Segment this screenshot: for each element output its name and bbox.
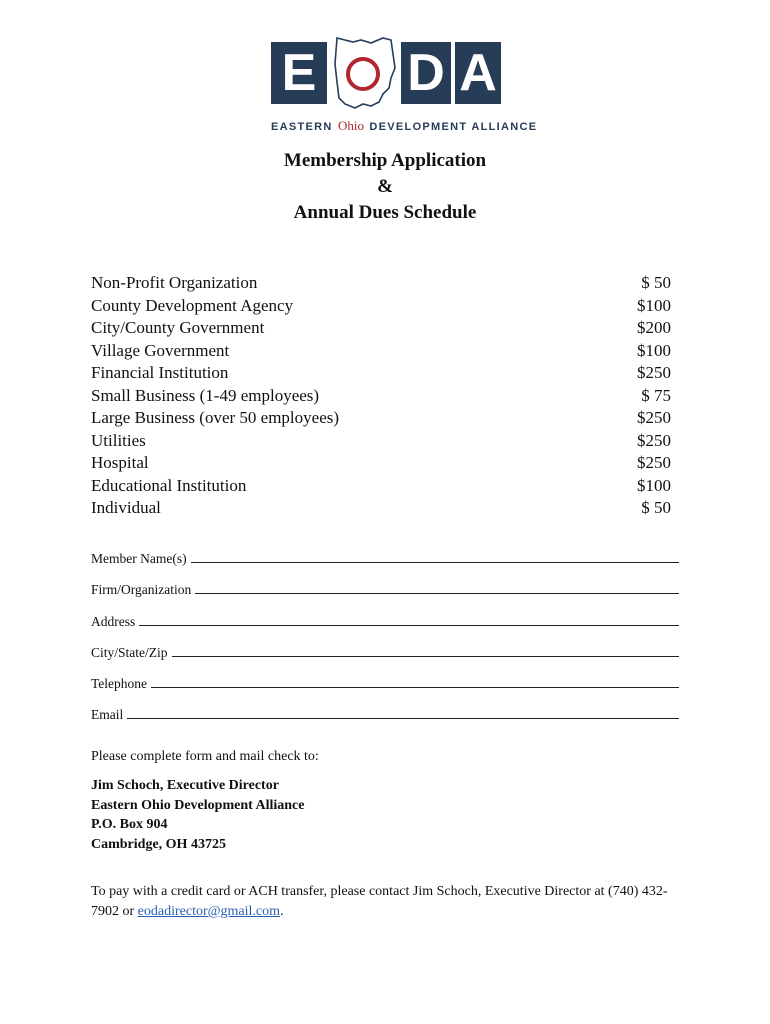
dues-amount: $250 <box>637 453 671 472</box>
dues-label: Large Business (over 50 employees) <box>91 408 340 427</box>
mail-instructions: Please complete form and mail check to: <box>91 749 319 764</box>
tagline-eastern: EASTERN <box>271 121 333 133</box>
telephone-field <box>91 661 679 692</box>
director-email-link[interactable]: eodadirector@gmail.com <box>137 904 281 919</box>
telephone-label: Telephone <box>91 675 148 691</box>
telephone-input[interactable] <box>151 686 679 688</box>
dues-row <box>91 340 671 363</box>
dues-row <box>91 497 671 520</box>
dues-amount: $250 <box>637 363 671 382</box>
payment-text: To pay with a credit card or ACH transfer, please contact Jim Schoch, Executive Director at (740) 432-7902 or <box>91 884 668 919</box>
dues-label: Utilities <box>91 430 146 450</box>
address-field <box>91 598 679 629</box>
address-line-4: Cambridge, OH 43725 <box>91 836 226 852</box>
address-label: Address <box>91 613 136 629</box>
member-name-input[interactable] <box>191 561 679 563</box>
dues-row <box>91 272 671 295</box>
dues-row <box>91 385 671 408</box>
ohio-state-outline-icon <box>331 34 399 110</box>
dues-amount: $100 <box>637 475 671 495</box>
email-label: Email <box>91 707 124 723</box>
mailing-address <box>91 776 305 854</box>
eoda-logo <box>271 34 538 134</box>
logo-letter-a: A <box>455 42 501 104</box>
dues-label: Hospital <box>91 453 149 472</box>
dues-amount: $200 <box>637 318 671 337</box>
logo-tagline <box>271 118 538 134</box>
member-name-field <box>91 536 679 567</box>
dues-row <box>91 430 671 453</box>
title-line-3: Annual Dues Schedule <box>293 202 477 223</box>
address-input[interactable] <box>139 624 679 626</box>
dues-row <box>91 295 671 318</box>
title-line-1: Membership Application <box>283 150 487 171</box>
member-name-label: Member Name(s) <box>91 551 187 567</box>
firm-organization-field <box>91 567 679 598</box>
dues-label: Financial Institution <box>91 363 229 382</box>
dues-amount: $250 <box>637 408 671 427</box>
city-state-zip-label: City/State/Zip <box>91 644 168 660</box>
tagline-development-alliance: DEVELOPMENT ALLIANCE <box>369 121 538 133</box>
dues-amount: $ 75 <box>641 385 671 405</box>
address-line-3: P.O. Box 904 <box>91 817 168 833</box>
dues-label: Individual <box>91 498 161 517</box>
dues-amount: $ 50 <box>641 498 671 517</box>
page-title <box>0 148 770 226</box>
logo-letter-e: E <box>271 42 327 104</box>
dues-label: Non-Profit Organization <box>91 273 258 292</box>
dues-row <box>91 362 671 385</box>
dues-schedule <box>91 272 671 520</box>
firm-organization-input[interactable] <box>195 592 679 594</box>
address-line-1: Jim Schoch, Executive Director <box>91 778 279 793</box>
dues-label: Small Business (1-49 employees) <box>91 385 320 405</box>
dues-row <box>91 452 671 475</box>
dues-row <box>91 475 671 498</box>
firm-organization-label: Firm/Organization <box>91 582 192 598</box>
dues-amount: $100 <box>637 295 671 315</box>
dues-row <box>91 407 671 430</box>
dues-amount: $250 <box>637 430 671 450</box>
logo-letter-d: D <box>401 42 451 104</box>
payment-instructions <box>91 882 691 922</box>
tagline-ohio: Ohio <box>338 118 365 133</box>
dues-amount: $ 50 <box>641 273 671 292</box>
city-state-zip-input[interactable] <box>172 655 680 657</box>
dues-label: County Development Agency <box>91 295 294 315</box>
payment-text-end: . <box>280 904 284 919</box>
dues-label: City/County Government <box>91 318 265 337</box>
address-line-2: Eastern Ohio Development Alliance <box>91 797 305 813</box>
dues-row <box>91 317 671 340</box>
dues-amount: $100 <box>637 340 671 360</box>
city-state-zip-field <box>91 630 679 661</box>
dues-label: Village Government <box>91 340 230 360</box>
email-input[interactable] <box>127 717 679 719</box>
dues-label: Educational Institution <box>91 475 247 495</box>
title-line-2: & <box>377 176 393 197</box>
email-field <box>91 692 679 723</box>
application-form <box>91 536 679 723</box>
